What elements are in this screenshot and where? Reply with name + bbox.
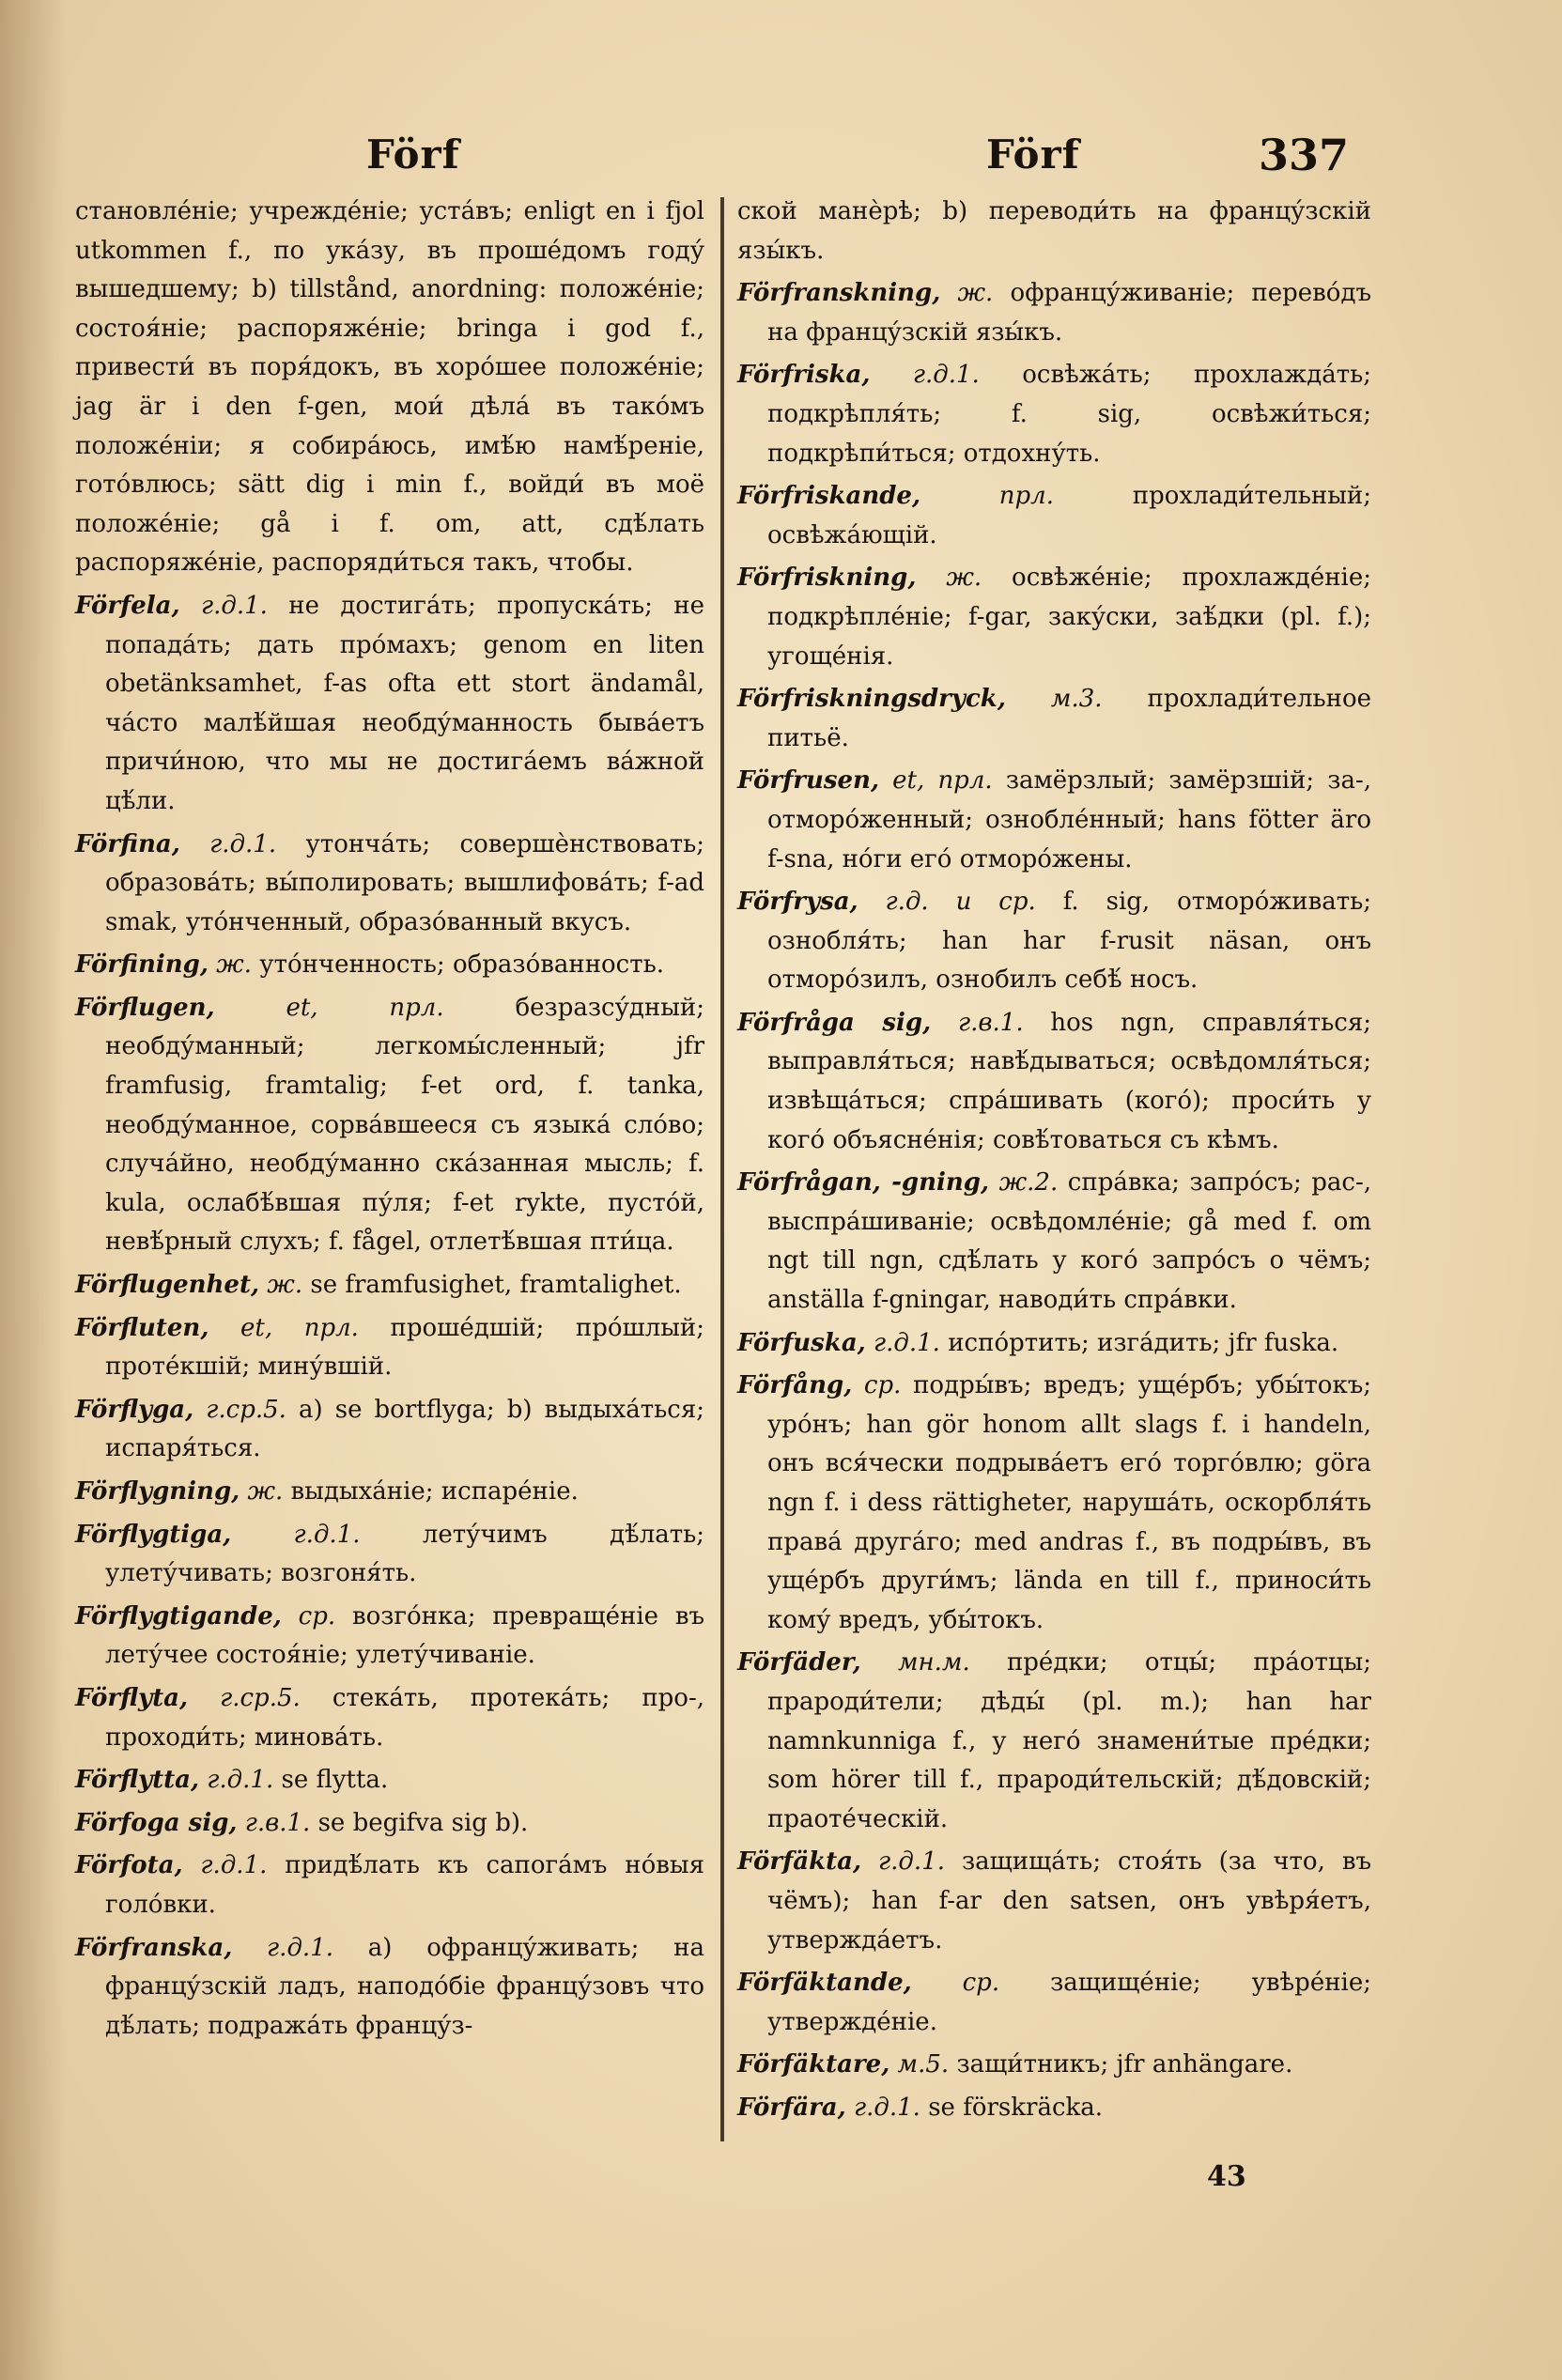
entry-definition: защи́тникъ; jfr anhängare. <box>956 2050 1293 2079</box>
entry-grammar: ж.2. <box>998 1168 1059 1198</box>
entry-headword: Förfranskning, <box>737 279 941 308</box>
entry-definition: испо́ртить; изга́дить; jfr fuska. <box>948 1328 1339 1357</box>
entry-grammar: et, прл. <box>286 993 444 1022</box>
entry-definition: защища́ть; стоя́ть (за что, въ чёмъ); han f-ar den satsen, онъ увѣря́етъ, утвержда́етъ. <box>767 1847 1371 1955</box>
entry-grammar: et, прл. <box>240 1313 359 1342</box>
dictionary-entry <box>75 1761 704 1800</box>
entry-grammar: г.в.1. <box>244 1808 311 1837</box>
dictionary-entry <box>75 193 704 583</box>
entry-definition: se framfusighet, framtalighet. <box>310 1271 682 1300</box>
entry-grammar: г.д.1. <box>207 1766 274 1795</box>
entry-headword: Förflyga, <box>75 1395 194 1424</box>
dictionary-entry <box>75 587 704 822</box>
entry-grammar: м.5. <box>897 2050 950 2079</box>
entry-definition: se förskräcka. <box>928 2093 1104 2122</box>
entry-grammar: г.в.1. <box>957 1008 1024 1037</box>
dictionary-entry <box>737 1324 1371 1364</box>
entry-grammar: прл. <box>998 482 1055 511</box>
entry-definition: выдыха́ніе; испаре́ніе. <box>290 1477 579 1506</box>
entry-grammar: ср. <box>863 1371 902 1400</box>
entry-grammar: г.д.1. <box>878 1847 945 1877</box>
dictionary-entry <box>737 2089 1371 2128</box>
entry-headword: Förfluten, <box>75 1313 209 1342</box>
entry-headword: Förfång, <box>737 1371 853 1400</box>
dictionary-entry <box>737 762 1371 879</box>
entry-headword: Förfuska, <box>737 1328 866 1357</box>
entry-definition: стека́ть, протека́ть; про-, проходи́ть; минова́ть. <box>105 1683 704 1752</box>
entry-headword: Förfriska, <box>737 361 871 390</box>
entry-headword: Förfäder, <box>737 1648 861 1677</box>
dictionary-entry <box>75 1804 704 1844</box>
dictionary-entry <box>737 1367 1371 1640</box>
entry-grammar: ж. <box>957 279 994 308</box>
entry-grammar: ср. <box>298 1601 336 1630</box>
dictionary-entry <box>75 1679 704 1757</box>
entry-grammar: et, прл. <box>892 766 993 796</box>
entry-grammar: г.д.1. <box>873 1328 940 1357</box>
entry-headword: Förflygtiga, <box>75 1520 232 1549</box>
entry-definition: возго́нка; превраще́ніе въ лету́чее состоя́ніе; улету́чиваніе. <box>105 1601 705 1670</box>
dictionary-entry <box>75 1266 704 1306</box>
entry-definition: замёрзлый; замёрзшій; за-, отморо́женный; ознобле́нный; hans fötter äro f-sna, но́ги его́ отморо́жены. <box>767 766 1372 873</box>
entry-definition: придѣ́лать къ сапога́мъ но́выя голо́вки. <box>105 1851 704 1919</box>
entry-definition: утонча́ть; совершѐнствовать; образова́ть; вы́полировать; вышлифова́ть; f-ad smak, уто́нченный, образо́ванный вкусъ. <box>105 829 704 936</box>
entry-grammar: г.д.1. <box>200 1851 268 1880</box>
entry-grammar: г.ср.5. <box>220 1683 301 1712</box>
entry-definition: прохлади́тельное питьё. <box>767 685 1372 752</box>
entry-definition: становле́ніе; учрежде́ніе; уста́въ; enligt en i fjol utkommen f., по ука́зу, въ проше́домъ году́ вышедшему; b) tillstånd, anordning: положе́ніе; состоя́ніе; распоряже́ніе; bringa i god f., привести́ въ поря́докъ, въ хоро́шее положе́ніе; jag är i den f-gen, мои́ дѣла́ въ тако́мъ положе́ніи; я собира́юсь, имѣ́ю намѣ́реніе, гото́влюсь; sätt dig i min f., войди́ въ моё положе́ніе; gå i f. om, att, сдѣ́лать распоряже́ніе, распоряди́ться такъ, чтобы. <box>75 197 704 578</box>
dictionary-entry <box>737 1843 1371 1960</box>
entry-headword: Förfära, <box>737 2093 846 2122</box>
entry-grammar: г.д.1. <box>293 1520 361 1549</box>
entry-headword: Förfrysa, <box>737 888 858 917</box>
dictionary-entry <box>75 1598 704 1676</box>
entry-grammar: ж. <box>946 564 982 593</box>
entry-definition: проше́дшій; про́шлый; проте́кшій; мину́вшій. <box>105 1313 705 1382</box>
entry-headword: Förfota, <box>75 1851 183 1880</box>
entry-definition: спра́вка; запро́съ; рас-, выспра́шиваніе; освѣдомле́ніе; gå med f. om ngt till ngn, сдѣ́лать у кого́ запро́съ о чёмъ; anställa f-gningar, наводи́ть спра́вки. <box>767 1168 1372 1315</box>
running-head-right: Förf <box>986 131 1080 178</box>
entry-grammar: г.д.1. <box>209 829 277 858</box>
dictionary-entry <box>737 883 1371 1000</box>
entry-headword: Förflugenhet, <box>75 1271 260 1300</box>
entry-headword: Förflytta, <box>75 1766 200 1795</box>
entry-headword: Förfäkta, <box>737 1847 862 1877</box>
column-divider <box>720 197 724 2141</box>
entry-grammar: г.д. и ср. <box>885 888 1036 917</box>
entry-definition: подры́въ; вредъ; уще́рбъ; убы́токъ; уро́нъ; han gör honom allt slags f. i handeln, онъ вся́чески подрыва́етъ его́ торго́влю; göra ngn f. i dess rättigheter, наруша́ть, оскорбля́ть права́ друга́го; med andras f., въ подры́въ, въ уще́рбъ други́мъ; lända en till f., приноси́ть кому́ вредъ, убы́токъ. <box>767 1371 1372 1634</box>
dictionary-entry <box>75 826 704 943</box>
entry-headword: Förfela, <box>75 591 180 620</box>
entry-definition: безразсу́дный; необду́манный; легкомы́сленный; jfr framfusig, framtalig; f-et ord, f. tanka, необду́манное, сорва́вшееся съ языка́ сло́во; случа́йно, необду́манно ска́занная мысль; f. kula, ослабѣ́вшая пу́ля; f-et rykte, пусто́й, невѣ́рный слухъ; f. fågel, отлетѣ́вшая пти́ца. <box>105 993 705 1257</box>
signature-mark: 43 <box>1207 2160 1246 2193</box>
dictionary-entry <box>737 1644 1371 1839</box>
entry-definition: не достига́ть; пропуска́ть; не попада́ть; дать про́махъ; genom en liten obetänksamhet, f-as ofta ett stort ändamål, ча́сто малѣ́йшая необду́манность быва́етъ причи́ною, что мы не достига́емъ ва́жной цѣ́ли. <box>105 591 705 815</box>
entry-grammar: г.д.1. <box>200 591 268 620</box>
left-column <box>75 193 704 2049</box>
entry-grammar: г.д.1. <box>267 1933 334 1962</box>
dictionary-entry <box>75 946 704 985</box>
entry-headword: Förfråga sig, <box>737 1008 932 1037</box>
entry-grammar: ж. <box>247 1477 284 1506</box>
entry-grammar: мн.м. <box>897 1648 970 1677</box>
entry-definition: se flytta. <box>281 1766 389 1795</box>
right-column <box>737 193 1371 2132</box>
dictionary-entry <box>75 1516 704 1594</box>
dictionary-entry <box>75 1473 704 1512</box>
dictionary-entry <box>737 477 1371 555</box>
dictionary-entry <box>737 1164 1371 1320</box>
entry-grammar: ж. <box>216 950 252 980</box>
entry-definition: f. sig, отморо́живать; ознобля́ть; han har f-rusit näsan, онъ отморо́зилъ, ознобилъ себѣ́ носъ. <box>767 888 1372 995</box>
dictionary-entry <box>737 680 1371 758</box>
entry-definition: освѣже́ніе; прохлажде́ніе; подкрѣпле́ніе; f-gar, заку́ски, заѣ́дки (pl. f.); угоще́нія. <box>767 564 1371 671</box>
entry-headword: Förfriskning, <box>737 564 917 593</box>
page-edge-shadow <box>0 0 66 2380</box>
dictionary-entry <box>75 989 704 1262</box>
dictionary-entry <box>737 2046 1371 2085</box>
dictionary-entry <box>737 559 1371 676</box>
entry-grammar: г.д.1. <box>912 361 980 390</box>
entry-definition: уто́нченность; образо́ванность. <box>259 950 665 980</box>
dictionary-entry <box>737 356 1371 473</box>
dictionary-entry <box>75 1309 704 1387</box>
entry-headword: Förfriskande, <box>737 482 921 511</box>
dictionary-entry <box>737 193 1371 270</box>
entry-headword: Förfoga sig, <box>75 1808 238 1837</box>
entry-headword: Förfrusen, <box>737 766 879 796</box>
entry-definition: лету́чимъ дѣ́лать; улету́чивать; возгоня́ть. <box>105 1520 705 1588</box>
entry-definition: a) se bortflyga; b) выдыха́ться; испаря́ться. <box>105 1395 705 1463</box>
entry-headword: Förflyta, <box>75 1683 188 1712</box>
dictionary-entry <box>737 1964 1371 2042</box>
entry-definition: офранцу́живаніе; перево́дъ на францу́зскій язы́къ. <box>767 279 1372 347</box>
entry-definition: пре́дки; отцы́; пра́отцы; прароди́тели; дѣды́ (pl. m.); han har namnkunniga f., у него́ знамени́тые пре́дки; som hörer till f., прароди́тельскій; дѣ́довскій; праоте́ческій. <box>767 1648 1372 1833</box>
entry-grammar: ж. <box>267 1271 303 1300</box>
dictionary-entry <box>75 1391 704 1469</box>
entry-definition: прохлади́тельный; освѣжа́ющій. <box>767 482 1371 549</box>
page-number: 337 <box>1259 130 1350 180</box>
entry-headword: Förfriskningsdryck, <box>737 685 1006 714</box>
entry-definition: освѣжа́ть; прохлажда́ть; подкрѣпля́ть; f. sig, освѣжи́ться; подкрѣпи́ться; отдохну́ть. <box>767 361 1371 468</box>
entry-definition: se begifva sig b). <box>317 1808 529 1837</box>
entry-grammar: ср. <box>962 1969 1000 1998</box>
dictionary-entry <box>75 1929 704 2047</box>
entry-definition: ской манѐрѣ; b) переводи́ть на францу́зскій язы́къ. <box>737 197 1371 265</box>
entry-definition: защище́ніе; увѣре́ніе; утвержде́ніе. <box>767 1969 1372 2036</box>
dictionary-entry <box>75 1847 704 1924</box>
entry-headword: Förfining, <box>75 950 209 980</box>
dictionary-entry <box>737 1004 1371 1160</box>
entry-headword: Förflygning, <box>75 1477 240 1506</box>
entry-definition: hos ngn, справля́ться; выправля́ться; навѣ́дываться; освѣдомля́ться; извѣща́ться; спра́шивать (кого́); проси́ть у кого́ объясне́нія; совѣ́товаться съ кѣмъ. <box>767 1008 1372 1154</box>
entry-headword: Förfrågan, -gning, <box>737 1168 990 1198</box>
entry-headword: Förflugen, <box>75 993 215 1022</box>
entry-grammar: г.д.1. <box>853 2093 920 2122</box>
entry-headword: Förfäktare, <box>737 2050 890 2079</box>
running-head-left: Förf <box>366 131 460 178</box>
entry-grammar: г.ср.5. <box>206 1395 286 1424</box>
entry-definition: a) офранцу́живать; на францу́зскій ладъ, наподо́біе францу́зовъ что дѣ́лать; подража́ть францу́з- <box>105 1933 705 2040</box>
entry-headword: Förfina, <box>75 829 180 858</box>
dictionary-entry <box>737 274 1371 352</box>
entry-headword: Förfranska, <box>75 1933 233 1962</box>
entry-grammar: м.3. <box>1050 685 1103 714</box>
entry-headword: Förflygtigande, <box>75 1601 282 1630</box>
entry-headword: Förfäktande, <box>737 1969 912 1998</box>
